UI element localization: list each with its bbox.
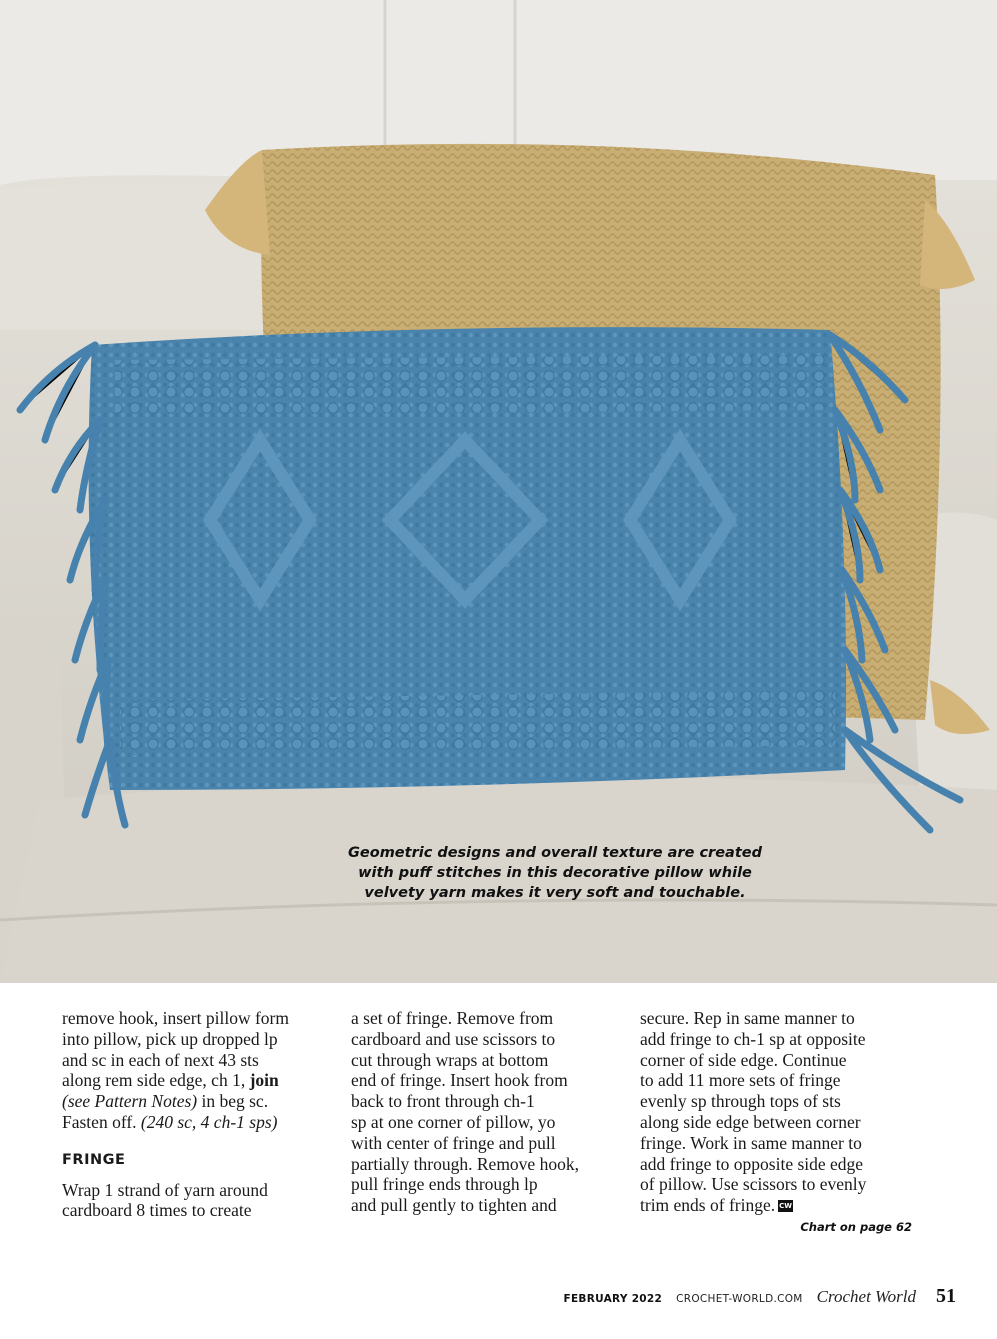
photo-caption (330, 843, 780, 903)
caption-line: velvety yarn makes it very soft and touchable. (364, 885, 746, 901)
join-term: join (249, 1070, 279, 1091)
body-line: pull fringe ends through lp (351, 1174, 538, 1195)
body-line: add fringe to opposite side edge (640, 1153, 864, 1174)
page-number: 51 (936, 1285, 956, 1307)
website-link[interactable]: CROCHET-WORLD.COM (676, 1293, 803, 1305)
body-line (62, 1112, 332, 1133)
caption-line: Geometric designs and overall texture are created (348, 845, 762, 861)
body-line: and pull gently to tighten and (351, 1195, 557, 1216)
body-line (62, 1070, 332, 1091)
body-text: Fasten off. (62, 1111, 141, 1132)
stitch-count: (240 sc, 4 ch-1 sps) (140, 1111, 278, 1132)
body-line: cardboard 8 times to create (62, 1200, 252, 1221)
body-text: along rem side edge, ch 1, (62, 1070, 250, 1091)
caption-line: with puff stitches in this decorative pillow while (358, 865, 752, 881)
body-line: fringe. Work in same manner to (640, 1132, 862, 1153)
article-column-1 (62, 1008, 332, 1221)
end-mark-icon: CW (779, 1202, 793, 1211)
body-line: along side edge between corner (640, 1111, 861, 1132)
body-line (62, 1091, 332, 1112)
article-column-3 (640, 1008, 915, 1216)
section-heading-fringe: FRINGE (62, 1151, 126, 1168)
body-text: in beg sc. (197, 1091, 269, 1112)
body-line: corner of side edge. Continue (640, 1049, 847, 1070)
body-line: cut through wraps at bottom (351, 1049, 549, 1070)
pattern-notes-ref: (see Pattern Notes) (62, 1091, 198, 1112)
body-line: cardboard and use scissors to (351, 1028, 556, 1049)
body-line: a set of fringe. Remove from (351, 1008, 554, 1028)
body-line: secure. Rep in same manner to (640, 1008, 855, 1028)
body-line: back to front through ch-1 (351, 1091, 535, 1112)
chart-page-reference: Chart on page 62 (800, 1220, 912, 1234)
page-footer (540, 1285, 956, 1307)
body-line: and sc in each of next 43 sts (62, 1049, 259, 1070)
body-line: remove hook, insert pillow form (62, 1008, 289, 1028)
body-text: trim ends of fringe. (640, 1195, 776, 1216)
body-line: to add 11 more sets of fringe (640, 1070, 841, 1091)
body-line: with center of fringe and pull (351, 1132, 556, 1153)
body-line: partially through. Remove hook, (351, 1153, 579, 1174)
body-line: end of fringe. Insert hook from (351, 1070, 568, 1091)
body-line: evenly sp through tops of sts (640, 1091, 841, 1112)
body-line: add fringe to ch-1 sp at opposite (640, 1028, 866, 1049)
body-line (640, 1195, 915, 1216)
issue-date: FEBRUARY 2022 (563, 1293, 663, 1305)
body-line: Wrap 1 strand of yarn around (62, 1179, 268, 1200)
article-column-2 (351, 1008, 623, 1216)
magazine-name: Crochet World (816, 1287, 916, 1306)
body-line: sp at one corner of pillow, yo (351, 1111, 556, 1132)
body-line: of pillow. Use scissors to evenly (640, 1174, 867, 1195)
body-line: into pillow, pick up dropped lp (62, 1028, 278, 1049)
